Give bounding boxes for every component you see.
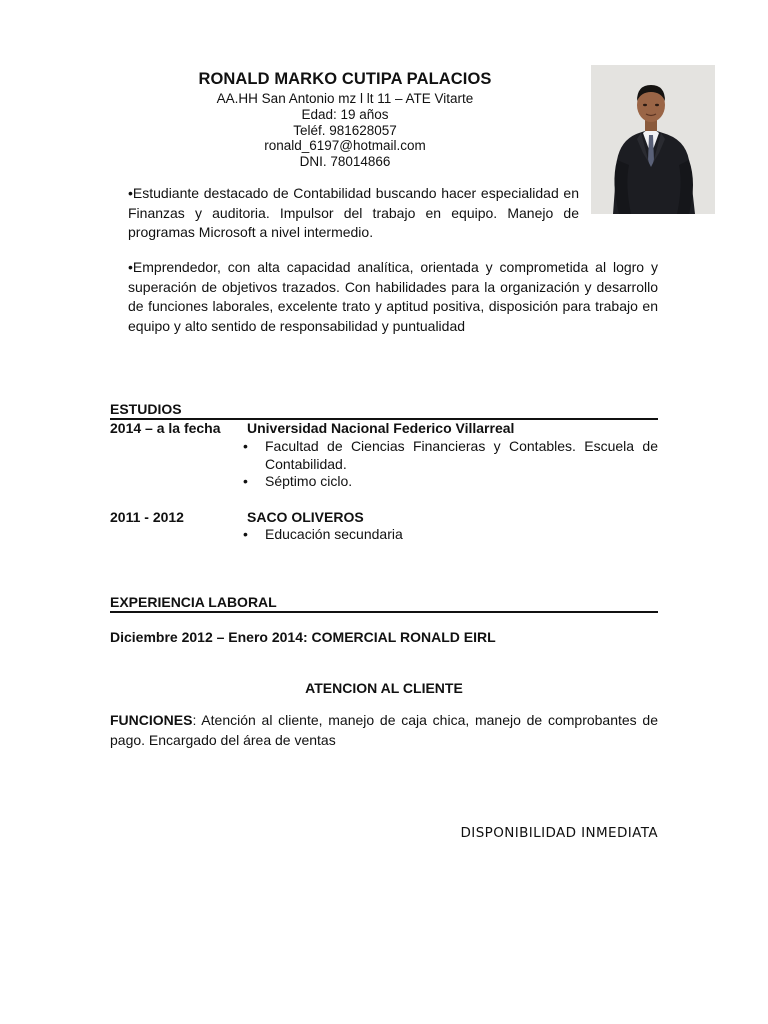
job-role: ATENCION AL CLIENTE — [305, 680, 463, 696]
education-dates-1: 2014 – a la fecha — [110, 420, 221, 436]
functions-text: : Atención al cliente, manejo de caja chica, manejo de comprobantes de pago. Encargado del área de ventas — [110, 712, 658, 748]
functions-label: FUNCIONES — [110, 712, 193, 728]
education-dates-2: 2011 - 2012 — [110, 509, 184, 525]
email: ronald_6197@hotmail.com — [264, 138, 426, 154]
list-item: • Facultad de Ciencias Financieras y Contables. Escuela de Contabilidad. — [265, 438, 658, 473]
availability-note: DISPONIBILIDAD INMEDIATA — [460, 825, 658, 841]
contact-block — [150, 91, 540, 170]
job-period-company: Diciembre 2012 – Enero 2014: COMERCIAL RONALD EIRL — [110, 629, 496, 645]
phone: Teléf. 981628057 — [293, 122, 397, 138]
experience-heading: EXPERIENCIA LABORAL — [110, 594, 658, 613]
summary-paragraph-2: •Emprendedor, con alta capacidad analítica, orientada y comprometida al logro y superación de objetivos trazados. Con habilidades para la organización y desarrollo de funciones laborales, excelente trato y aptitud positiva, disposición para trabajo en equipo y alto sentido de responsabilidad y puntualidad — [128, 259, 658, 334]
education-list-1 — [265, 438, 658, 491]
education-institution-1: Universidad Nacional Federico Villarreal — [247, 420, 515, 436]
summary-paragraph-1: •Estudiante destacado de Contabilidad buscando hacer especialidad en Finanzas y auditoria. Impulsor del trabajo en equipo. Manejo de programas Microsoft a nivel intermedio. — [128, 185, 579, 241]
list-item: • Séptimo ciclo. — [265, 473, 658, 491]
profile-photo — [591, 65, 715, 214]
dni: DNI. 78014866 — [299, 154, 391, 170]
job-functions — [110, 710, 658, 750]
education-institution-2: SACO OLIVEROS — [247, 509, 364, 525]
list-item: • Educación secundaria — [265, 526, 658, 544]
applicant-name: RONALD MARKO CUTIPA PALACIOS — [198, 70, 492, 88]
address: AA.HH San Antonio mz l lt 11 – ATE Vitarte — [216, 91, 474, 106]
education-list-2 — [265, 526, 658, 544]
age: Edad: 19 años — [301, 106, 389, 122]
education-heading: ESTUDIOS — [110, 401, 658, 420]
